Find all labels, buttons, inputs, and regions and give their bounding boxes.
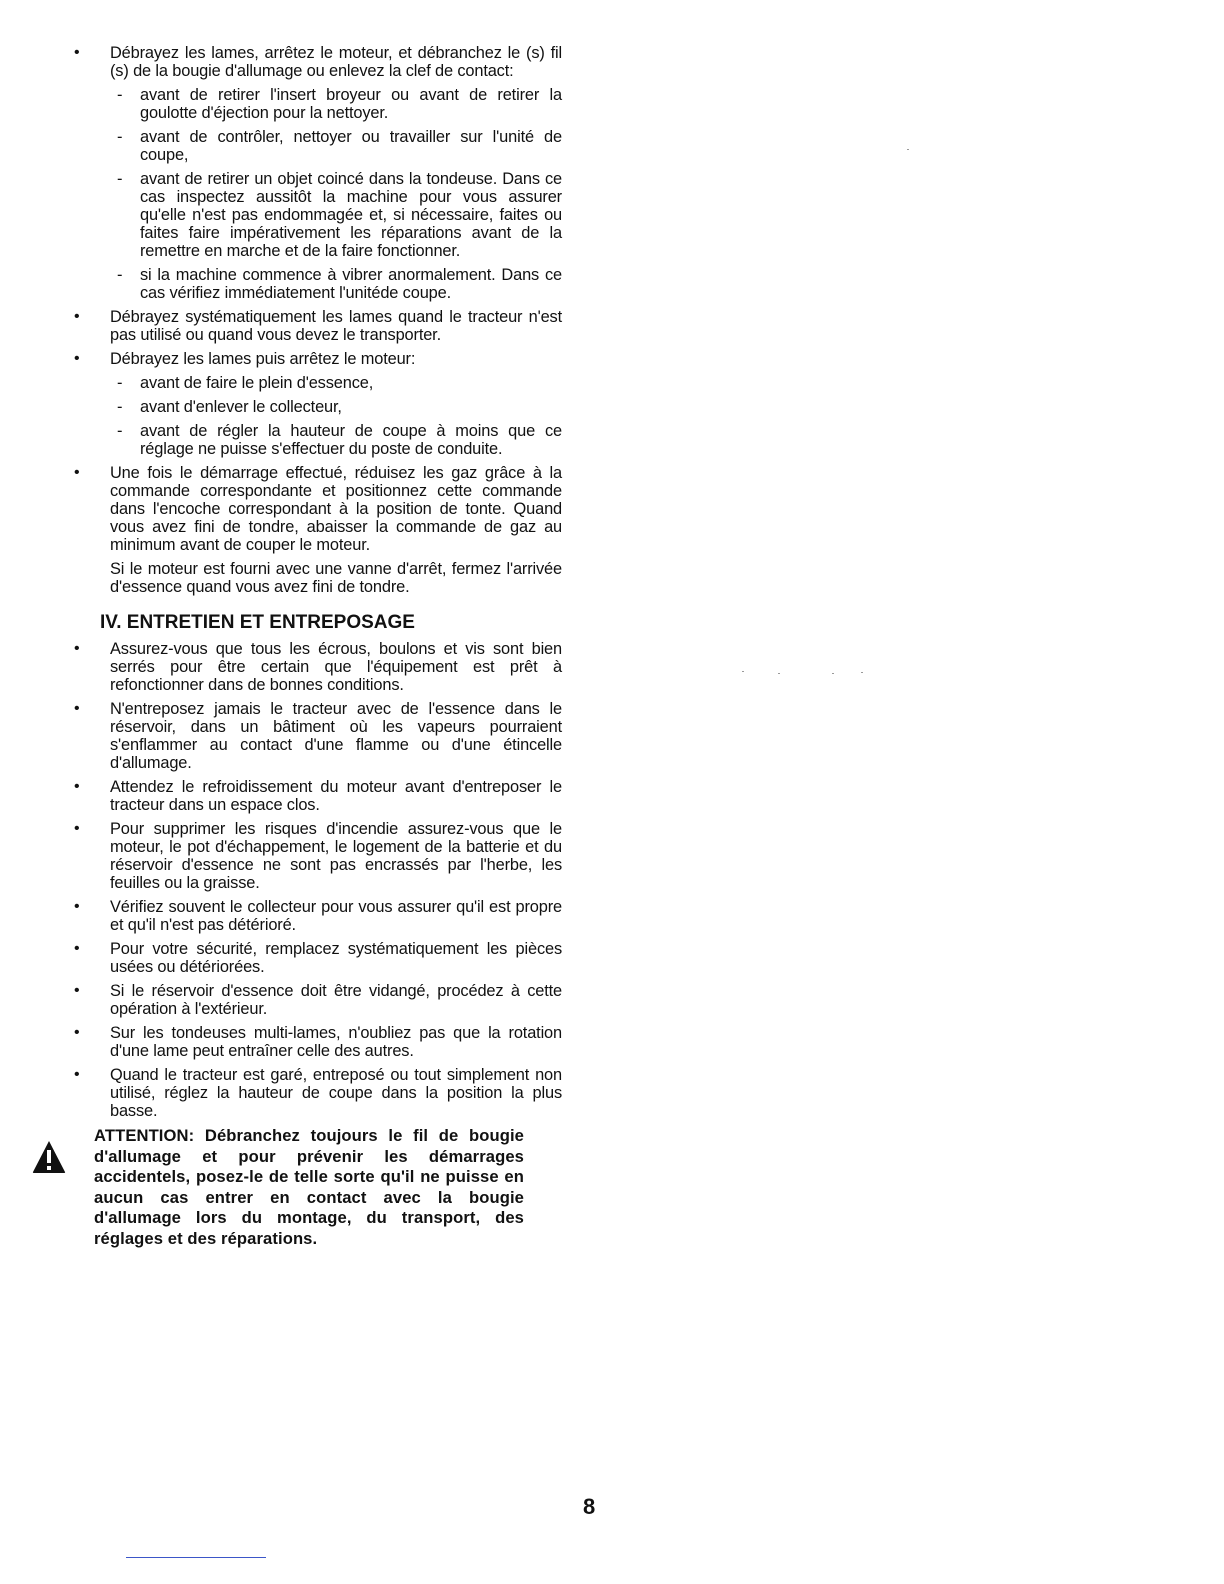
sub-item: - avant de faire le plein d'essence, [68,374,562,392]
scan-speck [778,673,780,674]
fuel-valve-paragraph: Si le moteur est fourni avec une vanne d'arrêt, fermez l'arrivée d'essence quand vous avez fini de tondre. [110,560,562,596]
safety-item-text: • Une fois le démarrage effectué, réduisez les gaz grâce à la commande correspondante et positionnez cette commande dans l'encoche correspondant à la position de tonte. Quand vous avez fini de tondre, abaisser la commande de gaz au minimum avant de couper le moteur. [110,464,562,554]
scan-speck [861,672,863,673]
safety-item-text: • Débrayez les lames, arrêtez le moteur, et débranchez le (s) fil (s) de la bougie d'allumage ou enlevez la clef de contact: [110,44,562,80]
maintenance-item: • Attendez le refroidissement du moteur avant d'entreposer le tracteur dans un espace clos. [68,778,562,814]
warning-block [68,1126,562,1249]
safety-item-text: • Débrayez les lames puis arrêtez le moteur: [110,350,416,368]
maintenance-item: • Sur les tondeuses multi-lames, n'oubliez pas que la rotation d'une lame peut entraîner celle des autres. [68,1024,562,1060]
sub-item: - avant de retirer un objet coincé dans la tondeuse. Dans ce cas inspectez aussitôt la machine pour vous assurer qu'elle n'est pas endommagée et, si nécessaire, faites ou faites faire impérativement les réparations avant de la remettre en marche et de la faire fonctionner. [68,170,562,260]
sub-item: - avant de retirer l'insert broyeur ou avant de retirer la goulotte d'éjection pour la nettoyer. [68,86,562,122]
footer-link-line [126,1557,266,1558]
safety-item-text: • Débrayez systématiquement les lames quand le tracteur n'est pas utilisé ou quand vous devez le transporter. [110,308,562,344]
safety-item-3 [68,350,562,368]
sub-item: - avant de contrôler, nettoyer ou travailler sur l'unité de coupe, [68,128,562,164]
safety-item-1 [68,44,562,80]
scan-speck [907,149,909,150]
maintenance-item: • Pour votre sécurité, remplacez systématiquement les pièces usées ou détériorées. [68,940,562,976]
safety-item-2 [68,308,562,344]
sub-item: - avant d'enlever le collecteur, [68,398,562,416]
maintenance-item: • Vérifiez souvent le collecteur pour vous assurer qu'il est propre et qu'il n'est pas détérioré. [68,898,562,934]
main-column [68,44,562,1249]
maintenance-item: • Si le réservoir d'essence doit être vidangé, procédez à cette opération à l'extérieur. [68,982,562,1018]
maintenance-item: • Quand le tracteur est garé, entreposé ou tout simplement non utilisé, réglez la hauteur de coupe dans la position la plus basse. [68,1066,562,1120]
scan-speck [832,673,834,674]
warning-text: ATTENTION: Débranchez toujours le fil de bougie d'allumage et pour prévenir les démarrages accidentels, posez-le de telle sorte qu'il ne puisse en aucun cas entrer en contact avec la bougie d'allumage lors du montage, du transport, des réglages et des réparations. [94,1126,524,1248]
scan-speck [742,671,744,672]
sub-item: - avant de régler la hauteur de coupe à moins que ce réglage ne puisse s'effectuer du poste de conduite. [68,422,562,458]
maintenance-item: • Pour supprimer les risques d'incendie assurez-vous que le moteur, le pot d'échappement, le logement de la batterie et du réservoir d'essence ne sont pas encrassés par l'herbe, les feuilles ou la graisse. [68,820,562,892]
section-heading: IV. ENTRETIEN ET ENTREPOSAGE [100,612,415,633]
maintenance-item: • N'entreposez jamais le tracteur avec de l'essence dans le réservoir, dans un bâtiment où les vapeurs pourraient s'enflammer au contact d'une flamme ou d'une étincelle d'allumage. [68,700,562,772]
safety-item-4 [68,464,562,554]
warning-triangle-icon [32,1140,66,1174]
maintenance-item: • Assurez-vous que tous les écrous, boulons et vis sont bien serrés pour être certain que l'équipement est prêt à refonctionner dans de bonnes conditions. [68,640,562,694]
page-number: 8 [583,1494,596,1519]
sub-item: - si la machine commence à vibrer anormalement. Dans ce cas vérifiez immédiatement l'unitéde coupe. [68,266,562,302]
